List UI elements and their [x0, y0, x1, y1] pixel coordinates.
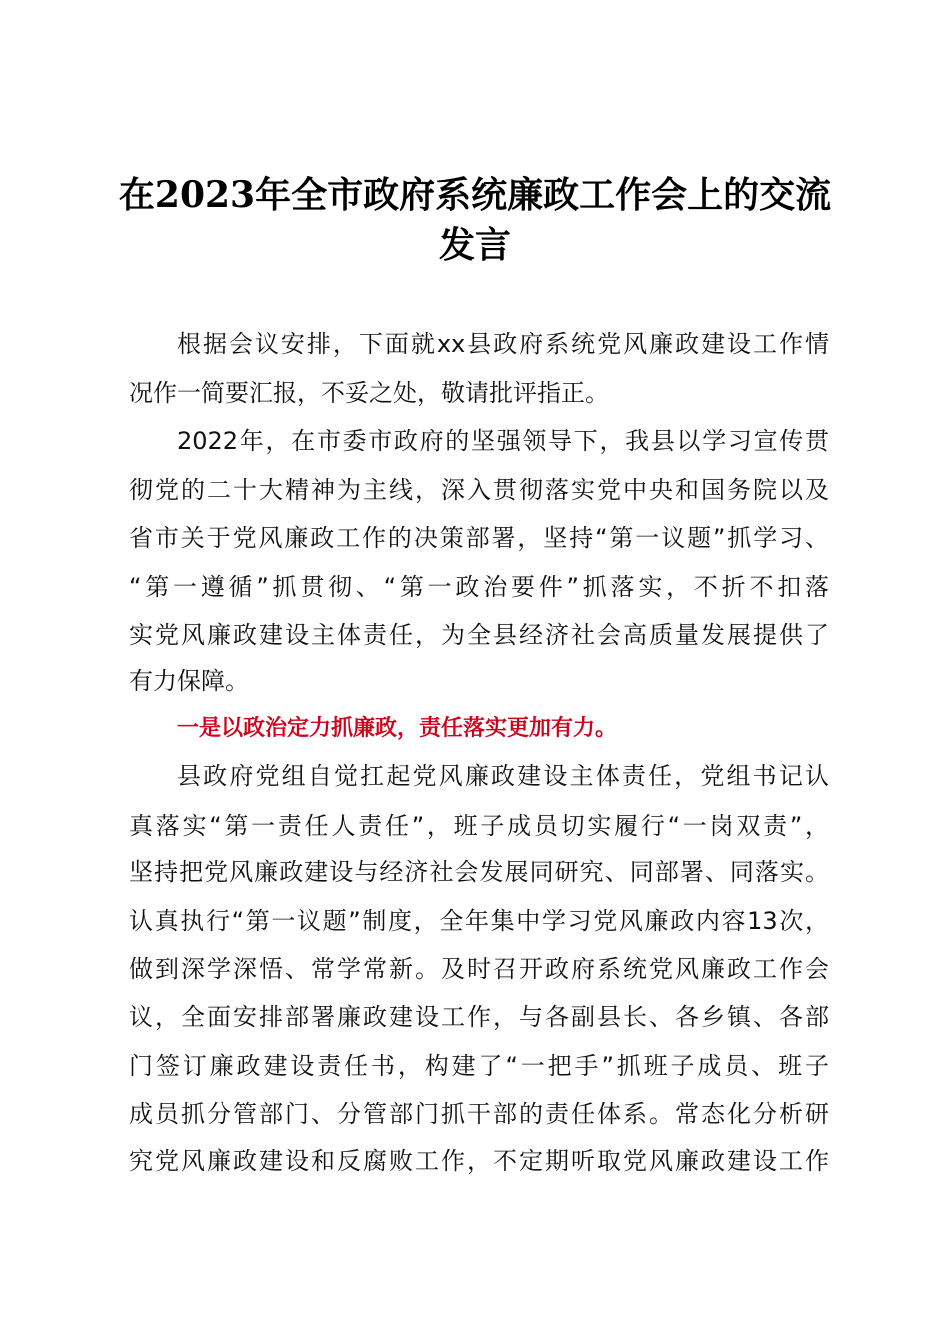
paragraph-line: 坚持把党风廉政建设与经济社会发展同研究、同部署、同落实。 [129, 858, 829, 886]
paragraph-line: 彻党的二十大精神为主线，深入贯彻落实党中央和国务院以及 [129, 476, 829, 504]
paragraph-line: 实党风廉政建设主体责任，为全县经济社会高质量发展提供了 [129, 621, 829, 649]
section-heading: 一是以政治定力抓廉政，责任落实更加有力。 [177, 716, 618, 741]
paragraph-line: 成员抓分管部门、分管部门抓干部的责任体系。常态化分析研 [129, 1100, 829, 1128]
paragraph-line: 认真执行“第一议题”制度，全年集中学习党风廉政内容13次， [129, 907, 829, 935]
paragraph-line: 省市关于党风廉政工作的决策部署，坚持“第一议题”抓学习、 [129, 524, 829, 552]
paragraph-line: 门签订廉政建设责任书，构建了“一把手”抓班子成员、班子 [129, 1052, 829, 1080]
paragraph-line: “第一遵循”抓贯彻、“第一政治要件”抓落实，不折不扣落 [129, 573, 829, 601]
paragraph-line: 究党风廉政建设和反腐败工作，不定期听取党风廉政建设工作 [129, 1147, 829, 1175]
paragraph-line: 议，全面安排部署廉政建设工作，与各副县长、各乡镇、各部 [129, 1003, 829, 1031]
paragraph-line: 有力保障。 [129, 667, 249, 695]
paragraph-line: 况作一简要汇报，不妥之处，敬请批评指正。 [129, 379, 609, 407]
paragraph-line: 2022年，在市委市政府的坚强领导下，我县以学习宣传贯 [177, 427, 829, 455]
paragraph-line: 根据会议安排，下面就xx县政府系统党风廉政建设工作情 [177, 330, 829, 358]
paragraph-line: 县政府党组自觉扛起党风廉政建设主体责任，党组书记认 [177, 762, 829, 790]
paragraph-line: 真落实“第一责任人责任”，班子成员切实履行“一岗双责”， [129, 812, 829, 840]
paragraph-line: 做到深学深悟、常学常新。及时召开政府系统党风廉政工作会 [129, 955, 829, 983]
document-title-line-2: 发言 [438, 224, 511, 266]
document-title-line-1: 在2023年全市政府系统廉政工作会上的交流 [118, 174, 832, 216]
